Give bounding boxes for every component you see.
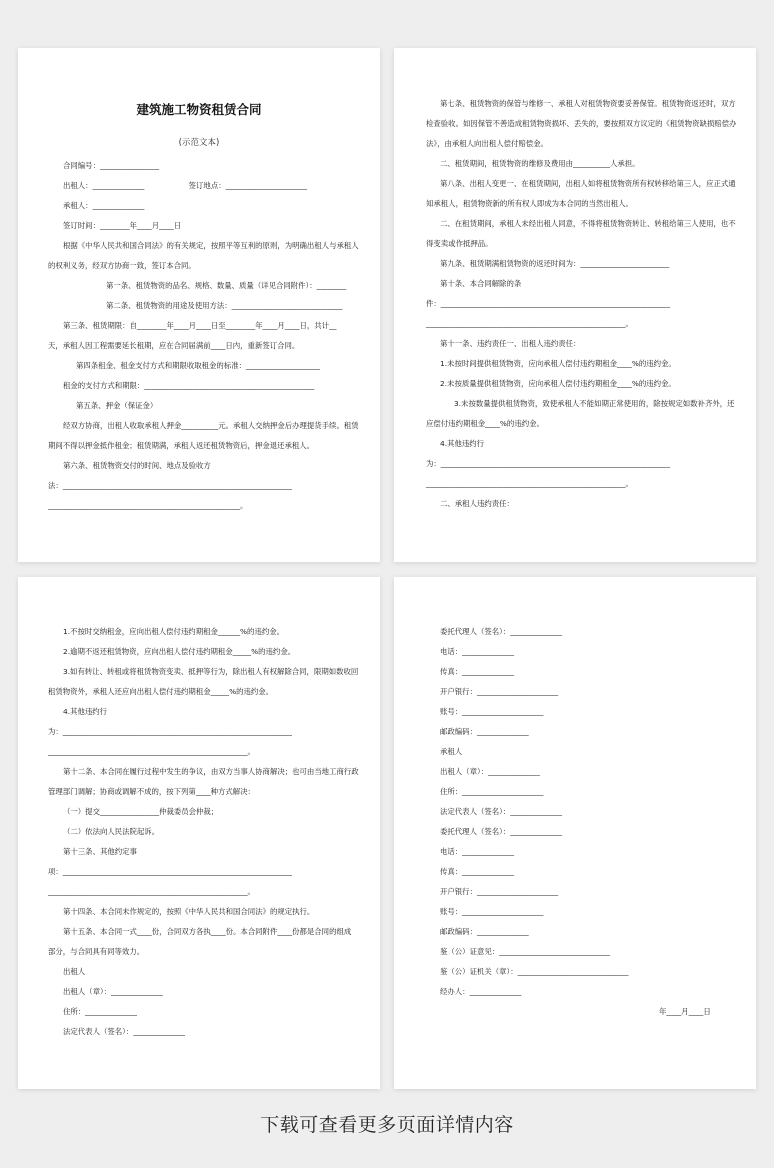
text-line: 2.未按质量提供租赁物资，应向承租人偿付违约期租金____%的违约金。 xyxy=(440,379,676,388)
document-page-1 xyxy=(18,48,380,562)
text-line: 邮政编码：______________ xyxy=(440,927,529,936)
text-line: 第六条、租赁物资交付的时间、地点及验收方 xyxy=(63,461,211,470)
text-line: 租金的支付方式和期限：______________________________________________ xyxy=(63,381,315,390)
text-line: 知承租人，租赁物资新的所有权人即成为本合同的当然出租人。 xyxy=(426,199,633,208)
text-line: 传真：______________ xyxy=(440,867,514,876)
text-line: 第四条租金、租金支付方式和期限收取租金的标准：____________________ xyxy=(76,361,320,370)
text-line: 出租人：______________ 签订地点：______________________ xyxy=(63,181,307,190)
text-line: 第八条、出租人变更一、在租赁期间，出租人如将租赁物资所有权转移给第三人，应正式通 xyxy=(440,179,736,188)
text-line: 电话：______________ xyxy=(440,647,514,656)
text-line: （二）依法向人民法院起诉。 xyxy=(63,827,160,836)
text-line: 3.未按数量提供租赁物资，致使承租人不能如期正常使用的，除按规定如数补齐外，还 xyxy=(454,399,735,408)
text-line: 第十三条、其他约定事 xyxy=(63,847,137,856)
text-line: 鉴（公）证机关（章）：______________________________ xyxy=(440,967,629,976)
text-line: 第十条、本合同解除的条 xyxy=(440,279,522,288)
text-line: ______________________________________________________。 xyxy=(48,887,255,896)
text-line: 出租人（章）：______________ xyxy=(63,987,163,996)
text-line: 法》，由承租人向出租人偿付赔偿金。 xyxy=(426,139,548,148)
download-caption: 下载可查看更多页面详情内容 xyxy=(260,1114,514,1136)
contract-title: 建筑施工物资租赁合同 xyxy=(136,102,262,117)
text-line: 为：______________________________________________________________ xyxy=(426,459,670,468)
text-line: 应偿付违约期租金____%的违约金。 xyxy=(426,419,544,428)
text-line: （一）提交________________仲裁委员会仲裁； xyxy=(63,807,219,816)
text-line: 第十二条、本合同在履行过程中发生的争议，由双方当事人协商解决；也可由当地工商行政 xyxy=(63,767,359,776)
text-line: 账号：______________________ xyxy=(440,907,544,916)
document-page-2 xyxy=(394,48,756,562)
text-line: 件：______________________________________________________________ xyxy=(426,299,670,308)
document-page-3 xyxy=(18,577,380,1089)
text-line: 法：______________________________________________________________ xyxy=(48,481,292,490)
text-line: ______________________________________________________。 xyxy=(426,319,633,328)
text-line: 账号：______________________ xyxy=(440,707,544,716)
text-line: 4.其他违约行 xyxy=(440,439,485,448)
text-line: 根据《中华人民共和国合同法》的有关规定，按照平等互利的原则，为明确出租人与承租人 xyxy=(63,241,359,250)
text-line: 鉴（公）证意见：______________________________ xyxy=(440,947,610,956)
text-line: 2.逾期不返还租赁物资，应向出租人偿付违约期租金_____%的违约金。 xyxy=(63,647,296,656)
text-line: 二、在租赁期间，承租人未经出租人同意，不得将租赁物资转让、转租给第三人使用，也不 xyxy=(440,219,736,228)
text-line: 二、承租人违约责任： xyxy=(440,499,514,508)
text-line: 第十五条、本合同一式____份，合同双方各执____份。本合同附件____份都是合同的组成 xyxy=(63,927,352,936)
text-line: 承租人 xyxy=(440,747,463,756)
text-line: 电话：______________ xyxy=(440,847,514,856)
text-line: 经办人：______________ xyxy=(440,987,522,996)
text-line: 的权利义务，经双方协商一致，签订本合同。 xyxy=(48,261,196,270)
text-line: 4.其他违约行 xyxy=(63,707,108,716)
text-line: 第二条、租赁物资的用途及使用方法：______________________________ xyxy=(106,301,343,310)
text-line: 委托代理人（签名）：______________ xyxy=(440,627,562,636)
text-line: 管理部门调解；协商或调解不成的，按下列第____种方式解决： xyxy=(48,787,255,796)
text-line: 经双方协商，出租人收取承租人押金__________元。承租人交纳押金后办理提货手续。租赁 xyxy=(63,421,359,430)
date-line: 年____月____日 xyxy=(659,1007,711,1016)
text-line: 出租人 xyxy=(63,967,86,976)
text-line: 委托代理人（签名）：______________ xyxy=(440,827,562,836)
text-line: 承租人：______________ xyxy=(63,201,145,210)
text-line: 住所：______________ xyxy=(63,1007,137,1016)
text-line: 合同编号：________________ xyxy=(63,161,160,170)
text-line: ____________________________________________________。 xyxy=(48,501,248,510)
contract-subtitle: (示范文本) xyxy=(178,138,220,148)
text-line: 第一条、租赁物资的品名、规格、数量、质量（详见合同附件）：________ xyxy=(106,281,347,290)
text-line: 1.不按时交纳租金，应向出租人偿付违约期租金______%的违约金。 xyxy=(63,627,285,636)
text-line: 开户银行：______________________ xyxy=(440,687,559,696)
text-line: 签订时间：________年____月____日 xyxy=(63,221,182,230)
text-line: 第十一条、违约责任一、出租人违约责任： xyxy=(440,339,581,348)
text-line: 第九条、租赁期满租赁物资的返还时间为：________________________ xyxy=(440,259,670,268)
text-line: 天，承租人因工程需要延长租期，应在合同届满前____日内，重新签订合同。 xyxy=(48,341,300,350)
text-line: 部分，与合同具有同等效力。 xyxy=(48,947,145,956)
text-line: 期间不得以押金抵作租金；租赁期满，承租人返还租赁物资后，押金退还承租人。 xyxy=(48,441,315,450)
text-line: 第七条、租赁物资的保管与维修一、承租人对租赁物资要妥善保管。租赁物资返还时，双方 xyxy=(440,99,736,108)
text-line: 3.如有转让、转租或将租赁物资变卖、抵押等行为，除出租人有权解除合同，限期如数收回 xyxy=(63,667,359,676)
text-line: 得变卖或作抵押品。 xyxy=(426,239,493,248)
text-line: 邮政编码：______________ xyxy=(440,727,529,736)
text-line: 法定代表人（签名）：______________ xyxy=(63,1027,185,1036)
text-line: 二、租赁期间，租赁物资的维修及费用由__________人承担。 xyxy=(440,159,640,168)
text-line: 项：______________________________________________________________ xyxy=(48,867,292,876)
text-line: 法定代表人（签名）：______________ xyxy=(440,807,562,816)
text-line: 为：______________________________________________________________ xyxy=(48,727,292,736)
text-line: 1.未按时间提供租赁物资，应向承租人偿付违约期租金____%的违约金。 xyxy=(440,359,676,368)
text-line: 传真：______________ xyxy=(440,667,514,676)
text-line: ______________________________________________________。 xyxy=(426,479,633,488)
text-line: 检查验收。如因保管不善造成租赁物资损坏、丢失的，要按照双方议定的《租赁物资缺损赔偿办 xyxy=(426,119,737,128)
text-line: ______________________________________________________。 xyxy=(48,747,255,756)
text-line: 开户银行：______________________ xyxy=(440,887,559,896)
text-line: 租赁物资外，承租人还应向出租人偿付违约期租金_____%的违约金。 xyxy=(48,687,274,696)
text-line: 第三条、租赁期限：自________年____月____日至________年____月____日，共计__ xyxy=(63,321,337,330)
text-line: 住所：______________________ xyxy=(440,787,544,796)
text-line: 第十四条、本合同未作规定的，按照《中华人民共和国合同法》的规定执行。 xyxy=(63,907,315,916)
text-line: 第五条、押金（保证金） xyxy=(76,401,158,410)
text-line: 出租人（章）：______________ xyxy=(440,767,540,776)
document-page-4 xyxy=(394,577,756,1089)
